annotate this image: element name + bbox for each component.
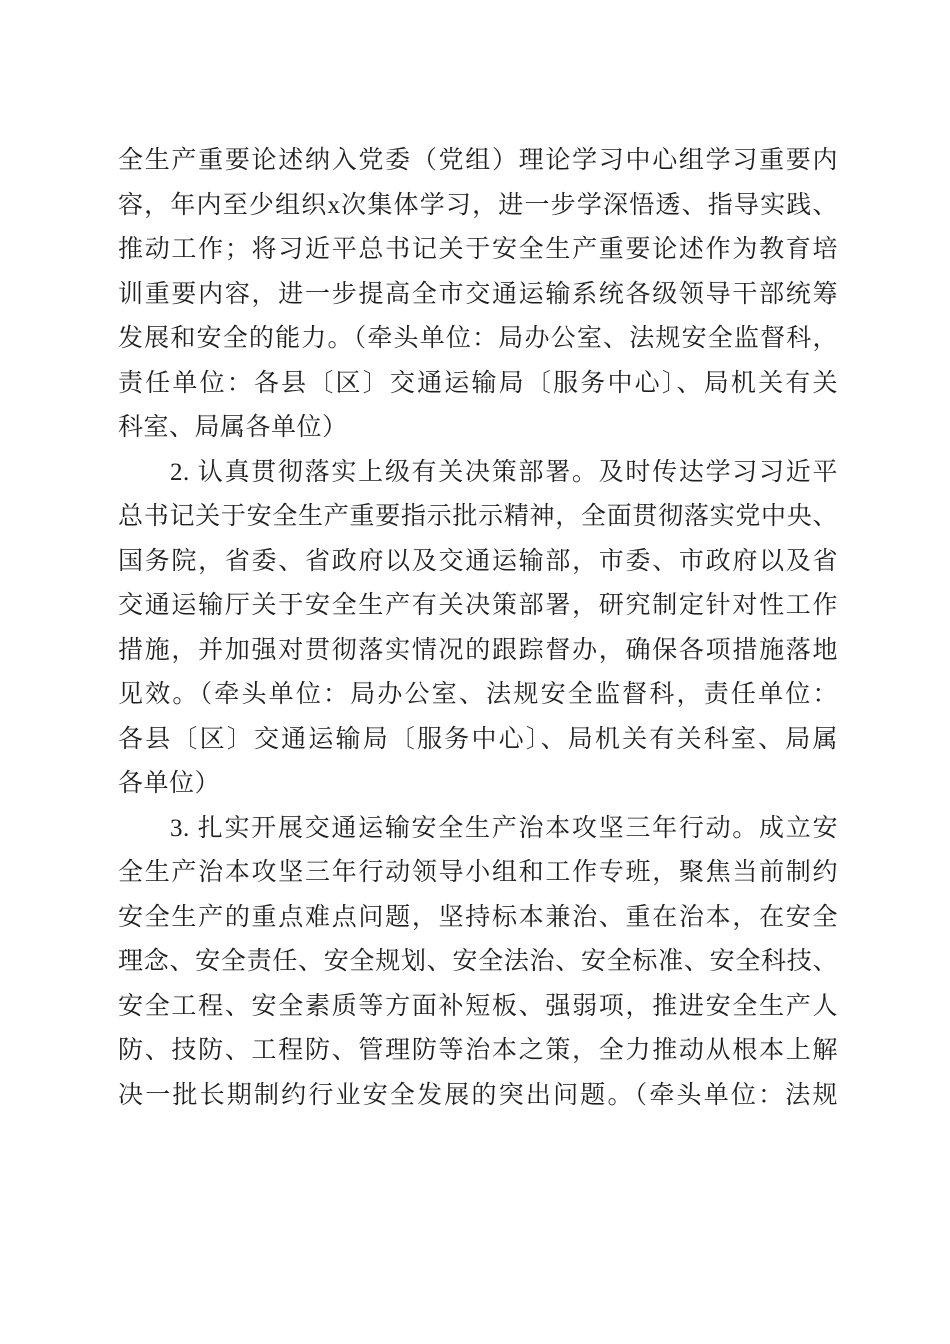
text-line: 总书记关于安全生产重要指示批示精神，全面贯彻落实党中央、 <box>118 503 838 530</box>
text-line: 安全工程、安全素质等方面补短板、强弱项，推进安全生产人 <box>118 992 838 1020</box>
text-line: 理念、安全责任、安全规划、安全法治、安全标准、安全科技、 <box>118 948 838 975</box>
text-line: 各单位） <box>118 770 221 797</box>
text-line: 容，年内至少组织x次集体学习，进一步学深悟透、指导实践、 <box>118 191 838 219</box>
text-line: 3. 扎实开展交通运输安全生产治本攻坚三年行动。成立安 <box>170 814 838 842</box>
text-line: 措施，并加强对贯彻落实情况的跟踪督办，确保各项措施落地 <box>118 636 838 664</box>
text-line: 推动工作；将习近平总书记关于安全生产重要论述作为教育培 <box>118 236 838 263</box>
text-line: 国务院，省委、省政府以及交通运输部，市委、市政府以及省 <box>118 547 838 575</box>
text-line: 各县〔区〕交通运输局〔服务中心〕、局机关有关科室、局属 <box>118 725 838 753</box>
text-line: 见效。（牵头单位：局办公室、法规安全监督科，责任单位： <box>118 681 838 708</box>
text-line: 发展和安全的能力。（牵头单位：局办公室、法规安全监督科， <box>118 325 838 352</box>
text-line: 全生产重要论述纳入党委（党组）理论学习中心组学习重要内 <box>118 147 838 174</box>
text-line: 2. 认真贯彻落实上级有关决策部署。及时传达学习习近平 <box>170 458 838 486</box>
text-line: 防、技防、工程防、管理防等治本之策，全力推动从根本上解 <box>118 1037 838 1064</box>
text-line: 安全生产的重点难点问题，坚持标本兼治、重在治本，在安全 <box>118 903 838 931</box>
text-line: 交通运输厅关于安全生产有关决策部署，研究制定针对性工作 <box>118 592 838 619</box>
text-line: 科室、局属各单位） <box>118 414 348 441</box>
document-body-text <box>118 139 838 1118</box>
text-line: 训重要内容，进一步提高全市交通运输系统各级领导干部统筹 <box>118 280 838 308</box>
text-line: 决一批长期制约行业安全发展的突出问题。（牵头单位：法规 <box>118 1081 838 1109</box>
text-line: 全生产治本攻坚三年行动领导小组和工作专班，聚焦当前制约 <box>118 859 838 886</box>
text-line: 责任单位：各县〔区〕交通运输局〔服务中心〕、局机关有关 <box>118 369 838 397</box>
